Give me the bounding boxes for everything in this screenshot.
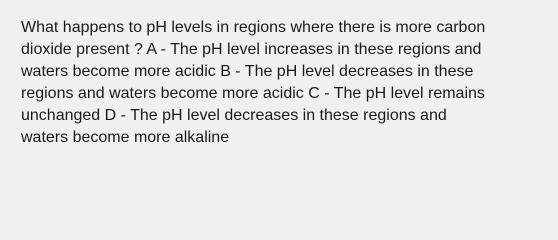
question-line: unchanged D - The pH level decreases in these regions and bbox=[21, 107, 447, 124]
question-line: regions and waters become more acidic C - The pH level remains bbox=[21, 85, 485, 102]
question-line: dioxide present ? A - The pH level increases in these regions and bbox=[21, 41, 482, 58]
question-line: waters become more acidic B - The pH level decreases in these bbox=[21, 63, 474, 80]
question-text bbox=[21, 17, 546, 149]
question-line: What happens to pH levels in regions where there is more carbon bbox=[21, 19, 486, 36]
question-line: waters become more alkaline bbox=[21, 129, 230, 146]
